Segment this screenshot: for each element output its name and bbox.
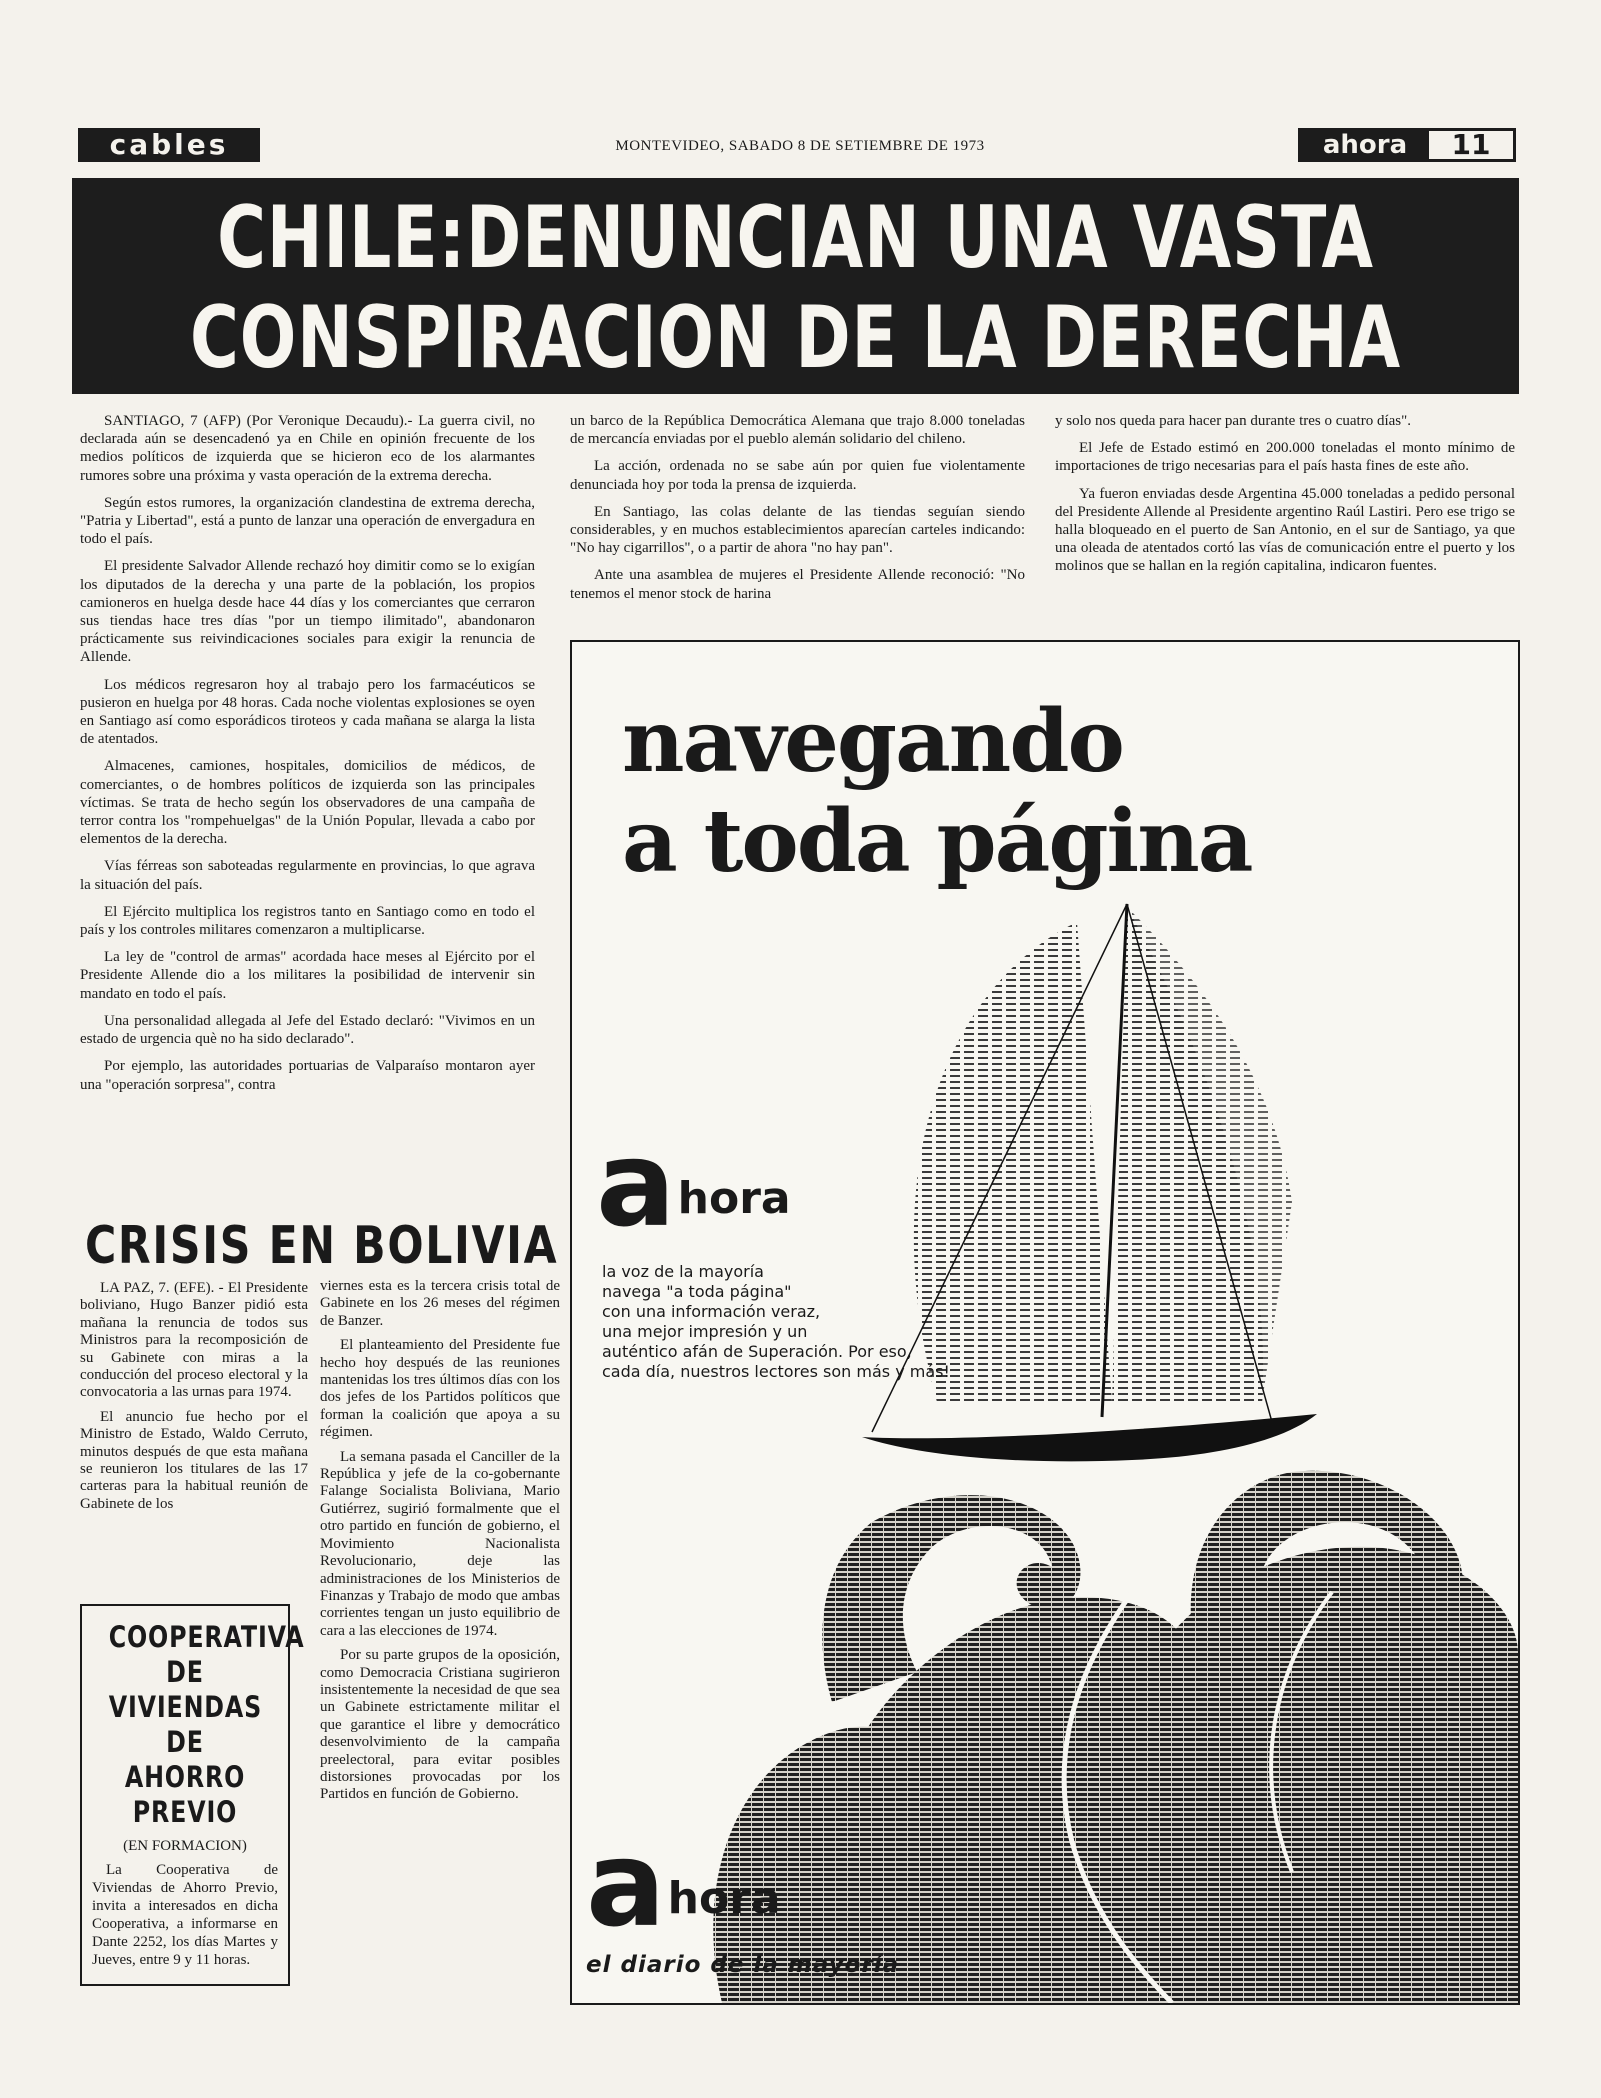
ahora-logo: [596, 1115, 791, 1253]
bolivia-headline: CRISIS EN BOLIVIA: [85, 1216, 559, 1276]
title-line: DE AHORRO: [124, 1725, 246, 1794]
main-headline: [72, 178, 1519, 394]
masthead-box: [1298, 128, 1516, 162]
paragraph: El anuncio fue hecho por el Ministro de Estado, Waldo Cerruto, minutos después de que esta mañana se reunieron los titulares de las 17 carteras para la habitual reunión de Gabinete de los: [80, 1408, 308, 1512]
ad-tagline: el diario de la mayoría: [586, 1952, 900, 1978]
ad-copy-line: cada día, nuestros lectores son más y más!: [602, 1362, 950, 1381]
paragraph: Ya fueron enviadas desde Argentina 45.000 toneladas a pedido personal del Presidente Allende al Presidente argentino Raúl Lastiri. Pero ese trigo se halla bloqueado en el puerto de San Antonio, en el sur de Santiago, ya que una oleada de atentados cortó las vías de comunicación entre el puerto y los molinos que se hallan en la región capitalina, indicaron fuentes.: [1055, 485, 1515, 575]
paragraph: SANTIAGO, 7 (AFP) (Por Veronique Decaudu).- La guerra civil, no declarada aún se desencadenó ya en Chile en opinión frecuente de los medios políticos de izquierda que se hicieron eco de los alarmantes rumores sobre una próxima y vasta operación de la extrema derecha.: [80, 413, 535, 484]
title-line: DE: [166, 1655, 204, 1689]
ad-headline-line: navegando: [622, 691, 1123, 792]
story-column-3: [1055, 412, 1515, 585]
logo-word: hora: [667, 1873, 781, 1924]
paragraph: un barco de la República Democrática Alemana que trajo 8.000 toneladas de mercancía enviadas por el pueblo alemán solidario del chileno.: [570, 413, 1025, 448]
brand-name: ahora: [1301, 131, 1429, 159]
title-line: PREVIO: [132, 1795, 238, 1829]
paragraph: Almacenes, camiones, hospitales, domicilios de médicos, de comerciantes, o de hombres políticos de izquierda son las principales víctimas. Se trata de hecho según los observadores de una campaña de terror contra los "rompehuelgas" de la Unión Popular, llevada a cabo por elementos de la derecha.: [80, 758, 535, 848]
paragraph: Vías férreas son saboteadas regularmente en provincias, lo que agrava la situación del país.: [80, 858, 535, 893]
dateline: MONTEVIDEO, SABADO 8 DE SETIEMBRE DE 1973: [615, 138, 985, 154]
ad-copy-line: con una información veraz,: [602, 1302, 821, 1321]
story-column-1: [80, 412, 535, 1103]
paragraph: El presidente Salvador Allende rechazó hoy dimitir como se lo exigían los diputados de la derecha y una parte de la población, los propios camioneros en huelga desde hace 44 días y los comerciantes que cerraron sus tiendas hace tres días "por un tiempo ilimitado", abandonaron prácticamente sus reivindicaciones sociales para exigir la renuncia de Allende.: [80, 558, 535, 666]
logo-word: hora: [677, 1173, 791, 1224]
paragraph: El planteamiento del Presidente fue hecho hoy después de las reuniones mantenidas los tres últimos días con los dos jefes de los Partidos políticos que forman la coalición que apoya a su régimen.: [320, 1337, 560, 1441]
paragraph: La acción, ordenada no se sabe aún por quien fue violentamente denunciada hoy por toda la prensa de izquierda.: [570, 458, 1025, 493]
ad-copy-line: la voz de la mayoría: [602, 1262, 764, 1281]
ahora-logo-footer: [586, 1815, 781, 1953]
ahora-advertisement: [570, 640, 1520, 2005]
paragraph: Por ejemplo, las autoridades portuarias de Valparaíso montaron ayer una "operación sorpresa", contra: [80, 1058, 535, 1093]
paragraph: Una personalidad allegada al Jefe del Estado declaró: "Vivimos en un estado de urgencia què no ha sido declarado".: [80, 1012, 535, 1048]
story-column-2: [570, 412, 1025, 612]
section-label: cables: [78, 128, 260, 162]
paragraph: y solo nos queda para hacer pan durante tres o cuatro días".: [1055, 413, 1411, 429]
paragraph: Según estos rumores, la organización clandestina de extrema derecha, "Patria y Libertad", está a punto de lanzar una operación de envergadura en todo el país.: [80, 494, 535, 548]
ad-copy-line: una mejor impresión y un: [602, 1322, 808, 1341]
title-line: VIVIENDAS: [108, 1690, 263, 1724]
ad-copy-line: navega "a toda página": [602, 1282, 792, 1301]
logo-letter: a: [596, 1115, 676, 1253]
cooperativa-subtitle: (EN FORMACION): [123, 1838, 247, 1854]
ad-headline: [622, 692, 1322, 892]
paragraph: Los médicos regresaron hoy al trabajo pero los farmacéuticos se pusieron en huelga por 48 horas. Cada noche violentas explosiones se oyen en Santiago así como esporádicos tiroteos y cada mañana se alarga la lista de atentados.: [80, 676, 535, 748]
paragraph: La semana pasada el Canciller de la República y jefe de la co-gobernante Falange Socialista Boliviana, Mario Gutiérrez, sugirió formalmente que el otro partido en función de gobierno, el Movimiento Nacionalista Revolucionario, deje las administraciones de los Ministerios de Finanzas y Trabajo de modo que ambas corrientes tengan un justo equilibrio de cara a las elecciones de 1974.: [320, 1448, 560, 1639]
paragraph: viernes esta es la tercera crisis total de Gabinete en los 26 meses del régimen de Banzer.: [320, 1278, 560, 1329]
paragraph: LA PAZ, 7. (EFE). - El Presidente boliviano, Hugo Banzer pidió esta mañana la renuncia de todos sus Ministros para la recomposición de su Gabinete con miras a la conducción del proceso electoral y la convocatoria a las urnas para 1974.: [80, 1280, 308, 1401]
page-number: 11: [1451, 128, 1491, 161]
logo-letter: a: [586, 1815, 666, 1953]
headline-line-2: CONSPIRACION DE LA DERECHA: [190, 288, 1401, 388]
cooperativa-notice: [80, 1604, 305, 1986]
paragraph: El Jefe de Estado estimó en 200.000 toneladas el monto mínimo de importaciones de trigo necesarias para el país hasta fines de este año.: [1055, 440, 1515, 475]
paragraph: Ante una asamblea de mujeres el Presidente Allende reconoció: "No tenemos el menor stock de harina: [570, 567, 1025, 602]
ad-copy-line: auténtico afán de Superación. Por eso,: [602, 1342, 912, 1361]
headline-line-1: CHILE:DENUNCIAN UNA VASTA: [217, 188, 1374, 288]
bolivia-column-2: [320, 1278, 560, 1811]
ad-headline-line: a toda página: [622, 791, 1252, 892]
paragraph: En Santiago, las colas delante de las tiendas seguían siendo considerables, y en muchos establecimientos aparecían carteles indicando: "No hay cigarrillos", o a partir de ahora "no hay pan".: [570, 503, 1025, 557]
paragraph: El Ejército multiplica los registros tanto en Santiago como en todo el país y los controles militares comenzaron a multiplicarse.: [80, 903, 535, 939]
cooperativa-body: La Cooperativa de Viviendas de Ahorro Previo, invita a interesados en dicha Cooperativa, a informarse en Dante 2252, los días Martes y Jueves, entre 9 y 11 horas.: [92, 1862, 278, 1968]
boat-hull: [862, 1414, 1317, 1461]
paragraph: Por su parte grupos de la oposición, como Democracia Cristiana sugirieron insistentemente la necesidad de que sea un Gabinete estrictamente militar el que garantice el libre y democrático desenvolvimiento de la campaña preelectoral, para evitar posibles distorsiones provocadas por los Partidos en función de Gobierno.: [320, 1647, 560, 1803]
title-line: COOPERATIVA: [108, 1620, 305, 1654]
cooperativa-title: [108, 1620, 305, 1830]
bolivia-column-1: [80, 1280, 308, 1520]
ad-copy: [602, 1262, 1022, 1382]
paragraph: La ley de "control de armas" acordada hace meses al Ejército por el Presidente Allende dio a los militares la posibilidad de intervenir sin mandato en todo el país.: [80, 949, 535, 1002]
